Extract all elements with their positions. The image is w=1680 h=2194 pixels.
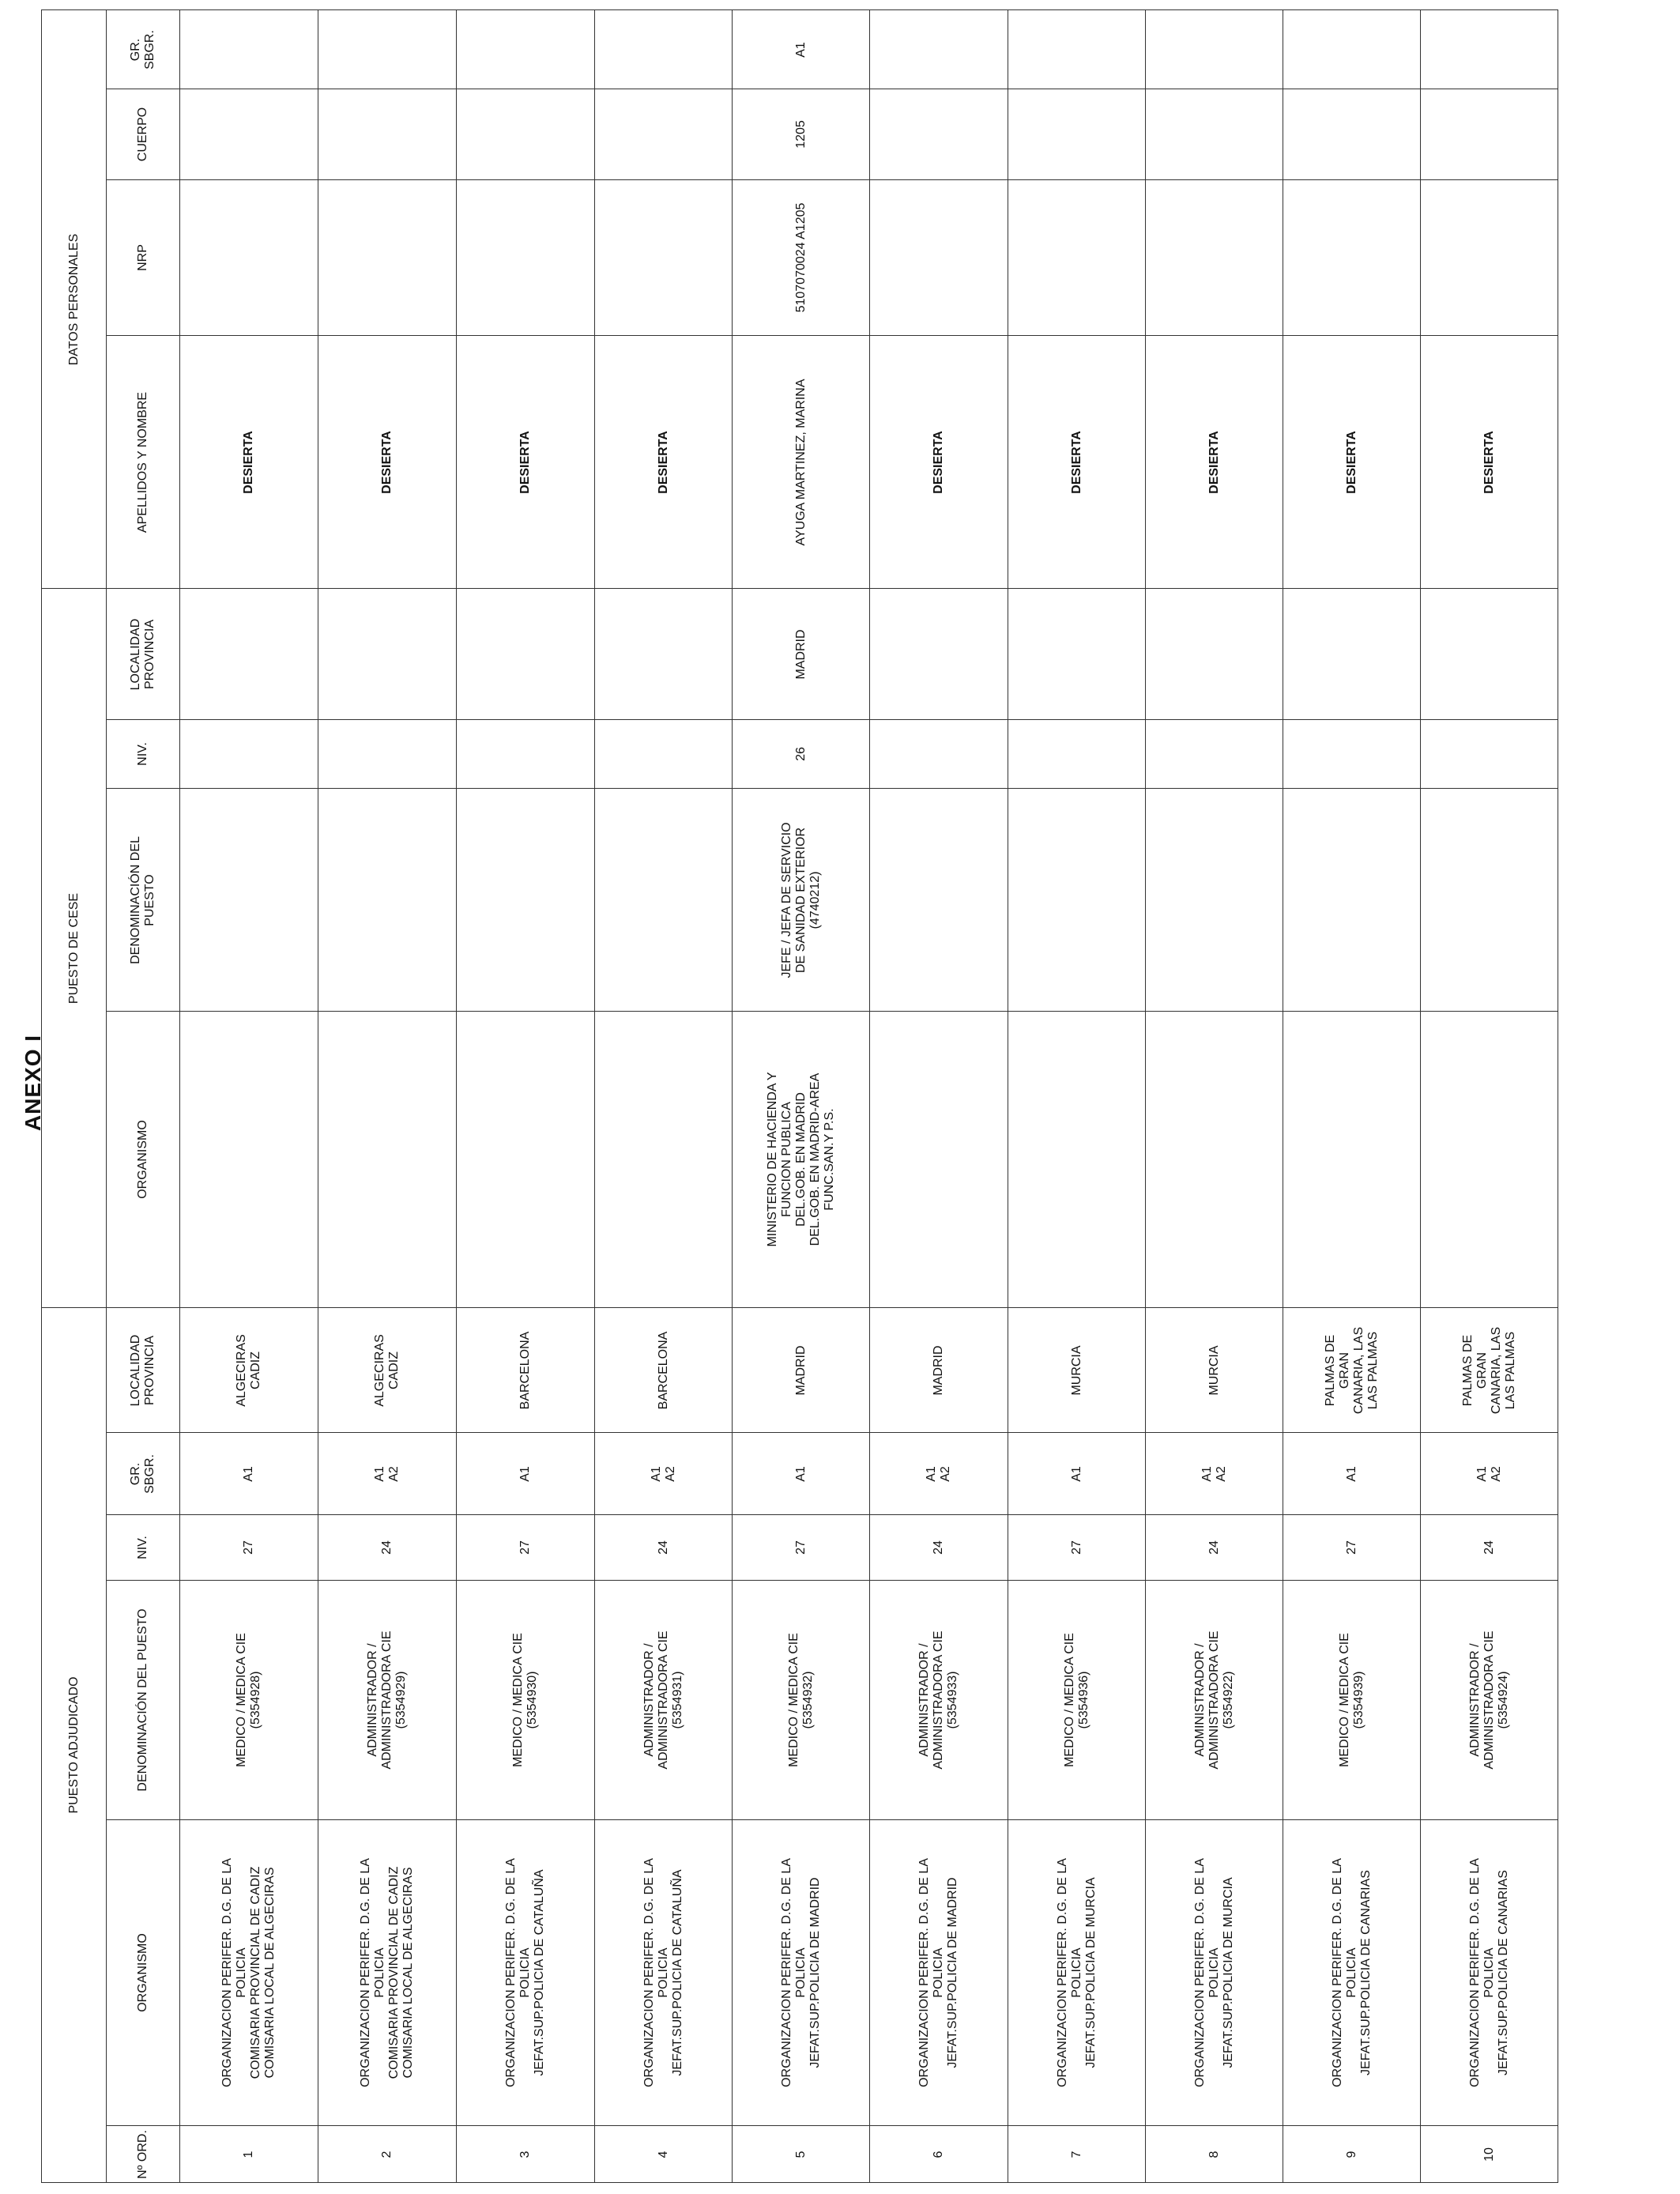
row-9-nrp — [1283, 180, 1421, 336]
column-header-adj-nivel-text: NIV. — [136, 1536, 150, 1559]
column-header-adj-grupo — [107, 1433, 180, 1515]
column-header-nrp — [107, 180, 180, 336]
column-header-cese-nivel-text: NIV. — [136, 742, 150, 766]
row-9-apellidos-text: DESIERTA — [1344, 430, 1358, 494]
row-4-orden — [595, 2126, 733, 2183]
row-8-grupo — [1146, 9, 1283, 89]
row-2-adj-nivel — [318, 1515, 457, 1581]
row-9-adj-denominacion-text: MEDICO / MEDICA CIE (5354939) — [1337, 1633, 1365, 1767]
row-1-nrp — [180, 180, 318, 336]
row-3-cuerpo — [457, 89, 595, 180]
row-5-cuerpo — [733, 89, 870, 180]
column-header-apellidos — [107, 336, 180, 589]
row-9-adj-localidad-text: PALMAS DE GRAN CANARIA, LAS LAS PALMAS — [1323, 1326, 1380, 1414]
row-6-adj-organismo-text: ORGANIZACION PERIFER. D.G. DE LA POLICIA JEFAT.SUP.POLICIA DE MADRID — [917, 1858, 959, 2087]
column-header-cese-nivel — [107, 720, 180, 789]
row-2-apellidos — [318, 336, 457, 589]
row-10-orden — [1421, 2126, 1558, 2183]
row-4-adj-denominacion — [595, 1581, 733, 1820]
row-8-cuerpo — [1146, 89, 1283, 180]
row-1-adj-organismo-text: ORGANIZACION PERIFER. D.G. DE LA POLICIA COMISARIA PROVINCIAL DE CADIZ COMISARIA LOCAL DE ALGECIRAS — [220, 1858, 277, 2087]
row-9-adj-localidad — [1283, 1308, 1421, 1433]
row-4-adj-nivel — [595, 1515, 733, 1581]
column-header-adj-denominacion-text: DENOMINACIÓN DEL PUESTO — [136, 1608, 150, 1792]
row-4-cese-localidad — [595, 589, 733, 720]
row-7-cese-organismo — [1008, 1012, 1146, 1308]
row-5-apellidos-text: AYUGA MARTINEZ, MARINA — [793, 379, 808, 545]
row-5-orden — [733, 2126, 870, 2183]
row-7-nrp — [1008, 180, 1146, 336]
row-1-cuerpo — [180, 89, 318, 180]
row-2-apellidos-text: DESIERTA — [380, 430, 394, 494]
group-header-personales — [41, 9, 107, 589]
row-2-nrp — [318, 180, 457, 336]
row-5-cese-organismo — [733, 1012, 870, 1308]
column-header-adj-organismo-text: ORGANISMO — [136, 1933, 150, 2012]
row-9-adj-nivel-text: 27 — [1344, 1540, 1358, 1555]
column-header-grupo-text: GR. SBGR. — [129, 29, 156, 70]
row-8-adj-denominacion-text: ADMINISTRADOR / ADMINISTRADORA CIE (5354922) — [1192, 1630, 1235, 1770]
row-1-adj-denominacion — [180, 1581, 318, 1820]
row-1-orden-text: 1 — [242, 2151, 256, 2158]
row-6-apellidos — [870, 336, 1008, 589]
row-9-apellidos — [1283, 336, 1421, 589]
group-header-cese-text: PUESTO DE CESE — [66, 892, 81, 1004]
row-2-cese-nivel — [318, 720, 457, 789]
row-4-adj-grupo — [595, 1433, 733, 1515]
column-header-orden-text: Nº ORD. — [136, 2129, 150, 2179]
row-4-adj-organismo-text: ORGANIZACION PERIFER. D.G. DE LA POLICIA JEFAT.SUP.POLICIA DE CATALUÑA — [642, 1858, 684, 2087]
column-header-cuerpo — [107, 89, 180, 180]
row-3-adj-organismo-text: ORGANIZACION PERIFER. D.G. DE LA POLICIA JEFAT.SUP.POLICIA DE CATALUÑA — [504, 1858, 546, 2087]
row-9-adj-grupo-text: A1 — [1344, 1465, 1358, 1482]
row-7-orden — [1008, 2126, 1146, 2183]
row-7-adj-grupo-text: A1 — [1069, 1465, 1083, 1482]
row-10-apellidos-text: DESIERTA — [1482, 430, 1496, 494]
column-header-apellidos-text: APELLIDOS Y NOMBRE — [136, 391, 150, 533]
row-4-orden-text: 4 — [656, 2151, 670, 2158]
row-7-adj-grupo — [1008, 1433, 1146, 1515]
row-5-adj-denominacion-text: MEDICO / MEDICA CIE (5354932) — [786, 1633, 815, 1767]
group-header-adjudicado — [41, 1308, 107, 2183]
row-1-apellidos — [180, 336, 318, 589]
column-header-cuerpo-text: CUERPO — [136, 107, 150, 162]
row-10-cese-denominacion — [1421, 789, 1558, 1012]
row-9-grupo — [1283, 9, 1421, 89]
row-6-adj-grupo-text: A1 A2 — [925, 1465, 952, 1482]
row-1-adj-nivel-text: 27 — [242, 1540, 256, 1555]
row-8-cese-organismo — [1146, 1012, 1283, 1308]
row-7-cese-denominacion — [1008, 789, 1146, 1012]
row-3-adj-organismo — [457, 1820, 595, 2126]
row-7-orden-text: 7 — [1069, 2151, 1083, 2158]
row-10-nrp — [1421, 180, 1558, 336]
row-2-adj-organismo-text: ORGANIZACION PERIFER. D.G. DE LA POLICIA COMISARIA PROVINCIAL DE CADIZ COMISARIA LOCAL DE ALGECIRAS — [359, 1858, 415, 2087]
group-header-adjudicado-text: PUESTO ADJUDICADO — [66, 1676, 81, 1814]
row-3-nrp — [457, 180, 595, 336]
row-5-orden-text: 5 — [793, 2151, 808, 2158]
row-7-adj-nivel — [1008, 1515, 1146, 1581]
row-4-adj-nivel-text: 24 — [656, 1540, 670, 1555]
row-5-grupo-text: A1 — [793, 41, 808, 58]
column-header-adj-organismo — [107, 1820, 180, 2126]
row-8-adj-localidad — [1146, 1308, 1283, 1433]
row-3-adj-localidad-text: BARCELONA — [518, 1331, 533, 1409]
column-header-cese-denominacion — [107, 789, 180, 1012]
row-9-cese-nivel — [1283, 720, 1421, 789]
row-2-adj-localidad — [318, 1308, 457, 1433]
row-3-adj-grupo — [457, 1433, 595, 1515]
row-8-adj-nivel-text: 24 — [1207, 1540, 1221, 1555]
column-header-cese-organismo-text: ORGANISMO — [136, 1120, 150, 1199]
row-3-orden-text: 3 — [518, 2151, 533, 2158]
row-5-apellidos — [733, 336, 870, 589]
row-8-cese-nivel — [1146, 720, 1283, 789]
row-9-adj-grupo — [1283, 1433, 1421, 1515]
row-8-orden-text: 8 — [1207, 2151, 1221, 2158]
row-2-adj-grupo — [318, 1433, 457, 1515]
row-10-adj-localidad-text: PALMAS DE GRAN CANARIA, LAS LAS PALMAS — [1460, 1326, 1517, 1414]
row-4-nrp — [595, 180, 733, 336]
row-8-apellidos-text: DESIERTA — [1207, 430, 1221, 494]
row-1-cese-localidad — [180, 589, 318, 720]
row-5-cuerpo-text: 1205 — [793, 120, 808, 149]
row-9-adj-organismo — [1283, 1820, 1421, 2126]
column-header-cese-localidad-text: LOCALIDAD PROVINCIA — [129, 618, 156, 690]
column-header-adj-grupo-text: GR. SBGR. — [129, 1453, 156, 1494]
row-2-adj-denominacion-text: ADMINISTRADOR / ADMINISTRADORA CIE (5354929) — [366, 1630, 408, 1770]
row-1-grupo — [180, 9, 318, 89]
row-8-adj-localidad-text: MURCIA — [1207, 1344, 1221, 1396]
row-7-adj-nivel-text: 27 — [1069, 1540, 1083, 1555]
row-4-adj-grupo-text: A1 A2 — [649, 1465, 677, 1482]
column-header-adj-localidad-text: LOCALIDAD PROVINCIA — [129, 1334, 156, 1406]
row-3-adj-nivel-text: 27 — [518, 1540, 533, 1555]
row-4-adj-denominacion-text: ADMINISTRADOR / ADMINISTRADORA CIE (5354931) — [642, 1630, 684, 1770]
row-5-adj-nivel-text: 27 — [793, 1540, 808, 1555]
row-3-grupo — [457, 9, 595, 89]
row-2-adj-organismo — [318, 1820, 457, 2126]
row-3-adj-localidad — [457, 1308, 595, 1433]
column-header-adj-denominacion — [107, 1581, 180, 1820]
row-9-adj-nivel — [1283, 1515, 1421, 1581]
row-5-cese-localidad-text: MADRID — [793, 628, 808, 680]
row-2-cuerpo — [318, 89, 457, 180]
row-2-orden — [318, 2126, 457, 2183]
row-10-apellidos — [1421, 336, 1558, 589]
row-9-orden-text: 9 — [1344, 2151, 1358, 2158]
row-3-adj-nivel — [457, 1515, 595, 1581]
row-3-adj-denominacion — [457, 1581, 595, 1820]
row-7-cese-nivel — [1008, 720, 1146, 789]
row-1-cese-denominacion — [180, 789, 318, 1012]
row-2-adj-grupo-text: A1 A2 — [373, 1465, 401, 1482]
row-8-adj-denominacion — [1146, 1581, 1283, 1820]
row-10-grupo — [1421, 9, 1558, 89]
row-8-adj-grupo-text: A1 A2 — [1200, 1465, 1228, 1482]
row-4-cese-denominacion — [595, 789, 733, 1012]
row-5-adj-localidad-text: MADRID — [793, 1344, 808, 1396]
row-8-orden — [1146, 2126, 1283, 2183]
row-1-adj-organismo — [180, 1820, 318, 2126]
row-4-grupo — [595, 9, 733, 89]
row-1-adj-denominacion-text: MEDICO / MEDICA CIE (5354928) — [235, 1633, 262, 1767]
row-5-cese-localidad — [733, 589, 870, 720]
row-3-orden — [457, 2126, 595, 2183]
column-header-grupo — [107, 9, 180, 89]
row-1-adj-localidad-text: ALGECIRAS CADIZ — [235, 1333, 262, 1407]
row-7-grupo — [1008, 9, 1146, 89]
row-4-apellidos-text: DESIERTA — [656, 430, 670, 494]
row-6-orden-text: 6 — [932, 2151, 946, 2158]
row-1-adj-localidad — [180, 1308, 318, 1433]
row-9-adj-organismo-text: ORGANIZACION PERIFER. D.G. DE LA POLICIA JEFAT.SUP.POLICIA DE CANARIAS — [1330, 1858, 1373, 2087]
row-3-cese-localidad — [457, 589, 595, 720]
column-header-nrp-text: NRP — [136, 244, 150, 271]
row-6-adj-organismo — [870, 1820, 1008, 2126]
row-6-adj-nivel-text: 24 — [932, 1540, 946, 1555]
row-5-adj-organismo — [733, 1820, 870, 2126]
row-6-cuerpo — [870, 89, 1008, 180]
row-6-adj-localidad-text: MADRID — [932, 1344, 946, 1396]
row-9-orden — [1283, 2126, 1421, 2183]
column-header-cese-organismo — [107, 1012, 180, 1308]
row-2-cese-denominacion — [318, 789, 457, 1012]
row-6-nrp — [870, 180, 1008, 336]
row-10-adj-nivel — [1421, 1515, 1558, 1581]
row-5-grupo — [733, 9, 870, 89]
row-7-adj-denominacion — [1008, 1581, 1146, 1820]
row-4-adj-localidad — [595, 1308, 733, 1433]
row-6-grupo — [870, 9, 1008, 89]
row-1-cese-organismo — [180, 1012, 318, 1308]
row-6-cese-localidad — [870, 589, 1008, 720]
row-5-adj-grupo — [733, 1433, 870, 1515]
row-4-adj-localidad-text: BARCELONA — [656, 1331, 670, 1409]
row-9-cese-denominacion — [1283, 789, 1421, 1012]
row-7-adj-organismo-text: ORGANIZACION PERIFER. D.G. DE LA POLICIA JEFAT.SUP.POLICIA DE MURCIA — [1055, 1858, 1098, 2087]
row-3-adj-grupo-text: A1 — [518, 1465, 533, 1482]
row-3-cese-denominacion — [457, 789, 595, 1012]
row-2-grupo — [318, 9, 457, 89]
row-8-cese-denominacion — [1146, 789, 1283, 1012]
row-10-cese-organismo — [1421, 1012, 1558, 1308]
row-7-cese-localidad — [1008, 589, 1146, 720]
row-8-adj-organismo — [1146, 1820, 1283, 2126]
row-5-cese-denominacion-text: JEFE / JEFA DE SERVICIO DE SANIDAD EXTERIOR (4740212) — [779, 821, 822, 978]
row-3-cese-nivel — [457, 720, 595, 789]
row-5-nrp-text: 5107070024 A1205 — [793, 202, 808, 313]
row-7-apellidos — [1008, 336, 1146, 589]
row-9-adj-denominacion — [1283, 1581, 1421, 1820]
row-3-apellidos — [457, 336, 595, 589]
row-5-adj-localidad — [733, 1308, 870, 1433]
row-8-adj-organismo-text: ORGANIZACION PERIFER. D.G. DE LA POLICIA JEFAT.SUP.POLICIA DE MURCIA — [1192, 1858, 1235, 2087]
row-7-adj-denominacion-text: MEDICO / MEDICA CIE (5354936) — [1062, 1633, 1090, 1767]
row-4-cuerpo — [595, 89, 733, 180]
row-10-adj-nivel-text: 24 — [1482, 1540, 1496, 1555]
row-3-cese-organismo — [457, 1012, 595, 1308]
row-10-adj-denominacion — [1421, 1581, 1558, 1820]
column-header-adj-localidad — [107, 1308, 180, 1433]
row-5-adj-organismo-text: ORGANIZACION PERIFER. D.G. DE LA POLICIA JEFAT.SUP.POLICIA DE MADRID — [779, 1858, 822, 2087]
row-6-apellidos-text: DESIERTA — [932, 430, 946, 494]
row-6-cese-nivel — [870, 720, 1008, 789]
row-4-apellidos — [595, 336, 733, 589]
row-10-adj-grupo-text: A1 A2 — [1475, 1465, 1503, 1482]
group-header-cese — [41, 589, 107, 1308]
row-4-cese-organismo — [595, 1012, 733, 1308]
column-header-cese-denominacion-text: DENOMINACIÓN DEL PUESTO — [129, 835, 156, 964]
row-2-orden-text: 2 — [380, 2151, 394, 2158]
row-4-cese-nivel — [595, 720, 733, 789]
row-7-adj-localidad — [1008, 1308, 1146, 1433]
row-6-adj-denominacion — [870, 1581, 1008, 1820]
row-6-cese-denominacion — [870, 789, 1008, 1012]
row-5-adj-denominacion — [733, 1581, 870, 1820]
column-header-orden — [107, 2126, 180, 2183]
page-title-text: ANEXO I — [21, 1034, 45, 1132]
row-5-cese-nivel-text: 26 — [793, 747, 808, 761]
row-8-nrp — [1146, 180, 1283, 336]
row-7-cuerpo — [1008, 89, 1146, 180]
row-6-adj-denominacion-text: ADMINISTRADOR / ADMINISTRADORA CIE (5354933) — [917, 1630, 959, 1770]
row-3-adj-denominacion-text: MEDICO / MEDICA CIE (5354930) — [511, 1633, 539, 1767]
row-6-adj-grupo — [870, 1433, 1008, 1515]
row-9-cese-localidad — [1283, 589, 1421, 720]
row-1-adj-grupo — [180, 1433, 318, 1515]
row-10-cese-localidad — [1421, 589, 1558, 720]
column-header-adj-nivel — [107, 1515, 180, 1581]
row-9-cuerpo — [1283, 89, 1421, 180]
row-6-adj-nivel — [870, 1515, 1008, 1581]
row-1-adj-grupo-text: A1 — [242, 1465, 256, 1482]
column-header-cese-localidad — [107, 589, 180, 720]
row-8-cese-localidad — [1146, 589, 1283, 720]
row-10-adj-localidad — [1421, 1308, 1558, 1433]
row-5-cese-denominacion — [733, 789, 870, 1012]
row-5-adj-nivel — [733, 1515, 870, 1581]
row-7-adj-organismo — [1008, 1820, 1146, 2126]
row-9-cese-organismo — [1283, 1012, 1421, 1308]
row-6-cese-organismo — [870, 1012, 1008, 1308]
row-10-adj-organismo — [1421, 1820, 1558, 2126]
row-5-cese-nivel — [733, 720, 870, 789]
row-2-adj-localidad-text: ALGECIRAS CADIZ — [373, 1333, 401, 1407]
row-10-orden-text: 10 — [1482, 2147, 1496, 2162]
row-10-adj-organismo-text: ORGANIZACION PERIFER. D.G. DE LA POLICIA JEFAT.SUP.POLICIA DE CANARIAS — [1467, 1858, 1510, 2087]
group-header-personales-text: DATOS PERSONALES — [66, 233, 81, 365]
row-2-adj-nivel-text: 24 — [380, 1540, 394, 1555]
row-2-cese-localidad — [318, 589, 457, 720]
row-3-apellidos-text: DESIERTA — [518, 430, 533, 494]
row-10-adj-denominacion-text: ADMINISTRADOR / ADMINISTRADORA CIE (5354924) — [1467, 1630, 1510, 1770]
row-8-apellidos — [1146, 336, 1283, 589]
row-8-adj-nivel — [1146, 1515, 1283, 1581]
row-2-cese-organismo — [318, 1012, 457, 1308]
row-7-adj-localidad-text: MURCIA — [1069, 1344, 1083, 1396]
row-10-cuerpo — [1421, 89, 1558, 180]
row-5-adj-grupo-text: A1 — [793, 1465, 808, 1482]
row-6-adj-localidad — [870, 1308, 1008, 1433]
row-1-cese-nivel — [180, 720, 318, 789]
row-10-adj-grupo — [1421, 1433, 1558, 1515]
row-5-cese-organismo-text: MINISTERIO DE HACIENDA Y FUNCION PUBLICA DEL.GOB. EN MADRID DEL.GOB. EN MADRID-AREA FUNC.SAN.Y P.S. — [765, 1072, 836, 1247]
row-10-cese-nivel — [1421, 720, 1558, 789]
row-1-adj-nivel — [180, 1515, 318, 1581]
row-1-apellidos-text: DESIERTA — [242, 430, 256, 494]
row-8-adj-grupo — [1146, 1433, 1283, 1515]
row-5-nrp — [733, 180, 870, 336]
row-6-orden — [870, 2126, 1008, 2183]
row-1-orden — [180, 2126, 318, 2183]
row-2-adj-denominacion — [318, 1581, 457, 1820]
row-7-apellidos-text: DESIERTA — [1069, 430, 1083, 494]
row-4-adj-organismo — [595, 1820, 733, 2126]
